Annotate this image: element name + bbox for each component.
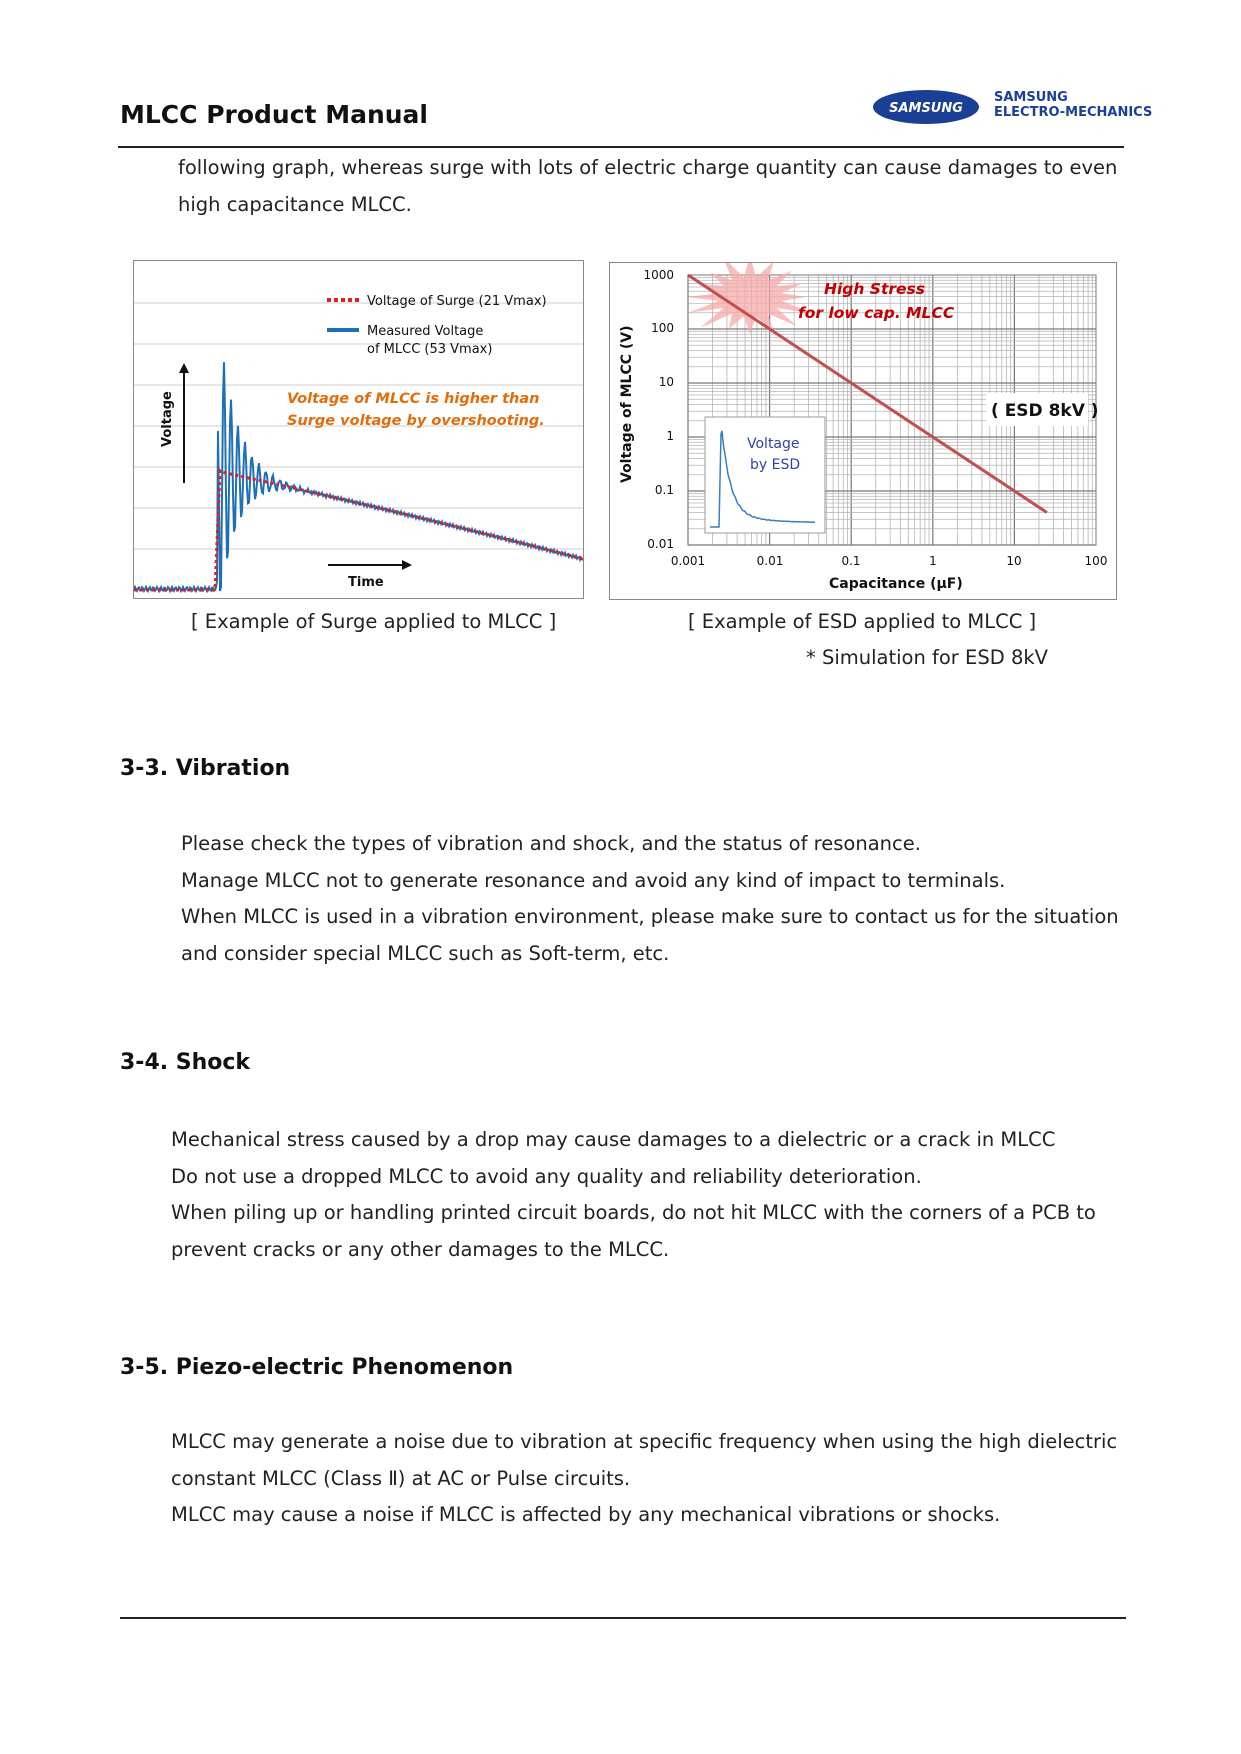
intro-line: high capacitance MLCC. [178, 192, 412, 216]
footer-rule [120, 1617, 1126, 1619]
y-arrow-head-icon [179, 363, 189, 373]
ytick: 1000 [643, 268, 674, 282]
vibration-line: and consider special MLCC such as Soft-term, etc. [181, 941, 670, 965]
shock-line: When piling up or handling printed circuit boards, do not hit MLCC with the corners of a PCB to [171, 1201, 1096, 1224]
section-title-vibration: 3-3. Vibration [120, 756, 291, 781]
xtick: 0.1 [841, 554, 861, 568]
high-stress-burst-icon [687, 263, 815, 334]
ytick: 1 [666, 429, 674, 443]
company-name: SAMSUNG ELECTRO-MECHANICS [994, 90, 1153, 120]
overshoot-note-2: Surge voltage by overshooting. [287, 413, 545, 429]
section-title-shock: 3-4. Shock [120, 1050, 251, 1075]
legend-surge: Voltage of Surge (21 Vmax) [367, 294, 547, 309]
esd-8kv-label: ( ESD 8kV ) [991, 401, 1099, 421]
x-arrow-head-icon [402, 560, 412, 570]
xtick: 0.001 [670, 554, 706, 568]
vibration-line: Please check the types of vibration and shock, and the status of resonance. [181, 832, 921, 855]
inset-label-2: by ESD [750, 457, 801, 473]
intro-line: following graph, whereas surge with lots of electric charge quantity can cause damages to even [178, 156, 1118, 179]
esd-ylabel: Voltage of MLCC (V) [619, 325, 635, 483]
high-stress-label-2: for low cap. MLCC [798, 304, 955, 322]
surge-figure [133, 260, 584, 599]
piezo-line: MLCC may cause a noise if MLCC is affected by any mechanical vibrations or shocks. [171, 1503, 1001, 1526]
legend-measured-2: of MLCC (53 Vmax) [367, 342, 493, 357]
surge-chart [134, 261, 583, 598]
overshoot-note-1: Voltage of MLCC is higher than [287, 391, 540, 407]
surge-caption: [ Example of Surge applied to MLCC ] [191, 610, 557, 633]
piezo-line: constant MLCC (Class Ⅱ) at AC or Pulse circuits. [171, 1466, 631, 1490]
esd-figure [609, 262, 1117, 600]
vibration-paragraph [181, 826, 1119, 972]
svg-text:SAMSUNG: SAMSUNG [889, 101, 963, 116]
shock-line: Do not use a dropped MLCC to avoid any quality and reliability deterioration. [171, 1164, 922, 1188]
shock-line: Mechanical stress caused by a drop may cause damages to a dielectric or a crack in MLCC [171, 1128, 1056, 1151]
surge-xlabel: Time [348, 575, 384, 590]
xtick: 0.01 [756, 554, 784, 568]
surge-ylabel: Voltage [160, 391, 175, 447]
header-rule [118, 146, 1124, 148]
xtick: 100 [1084, 554, 1108, 568]
shock-line: prevent cracks or any other damages to the MLCC. [171, 1237, 670, 1261]
document-title: MLCC Product Manual [120, 100, 428, 129]
ytick: 100 [651, 321, 674, 335]
section-title-piezo: 3-5. Piezo-electric Phenomenon [120, 1355, 514, 1380]
inset-label-1: Voltage [747, 436, 800, 452]
shock-paragraph [171, 1122, 1096, 1268]
esd-chart [610, 263, 1116, 599]
esd-simulation-note: * Simulation for ESD 8kV [806, 646, 1048, 669]
legend-measured-1: Measured Voltage [367, 324, 484, 339]
ytick: 10 [658, 375, 674, 389]
samsung-logo-icon [872, 88, 980, 126]
high-stress-label-1: High Stress [824, 280, 925, 298]
piezo-line: MLCC may generate a noise due to vibration at specific frequency when using the high dielectric [171, 1430, 1118, 1453]
xtick: 10 [1006, 554, 1022, 568]
intro-paragraph [178, 150, 1117, 223]
surge-voltage-series [134, 471, 583, 590]
xtick: 1 [929, 554, 937, 568]
vibration-line: When MLCC is used in a vibration environment, please make sure to contact us for the situation [181, 905, 1119, 928]
esd-caption: [ Example of ESD applied to MLCC ] [688, 610, 1037, 633]
esd-xlabel: Capacitance (μF) [829, 576, 963, 592]
vibration-line: Manage MLCC not to generate resonance and avoid any kind of impact to terminals. [181, 868, 1006, 892]
ytick: 0.01 [647, 537, 674, 551]
piezo-paragraph [171, 1424, 1117, 1534]
ytick: 0.1 [654, 483, 674, 497]
